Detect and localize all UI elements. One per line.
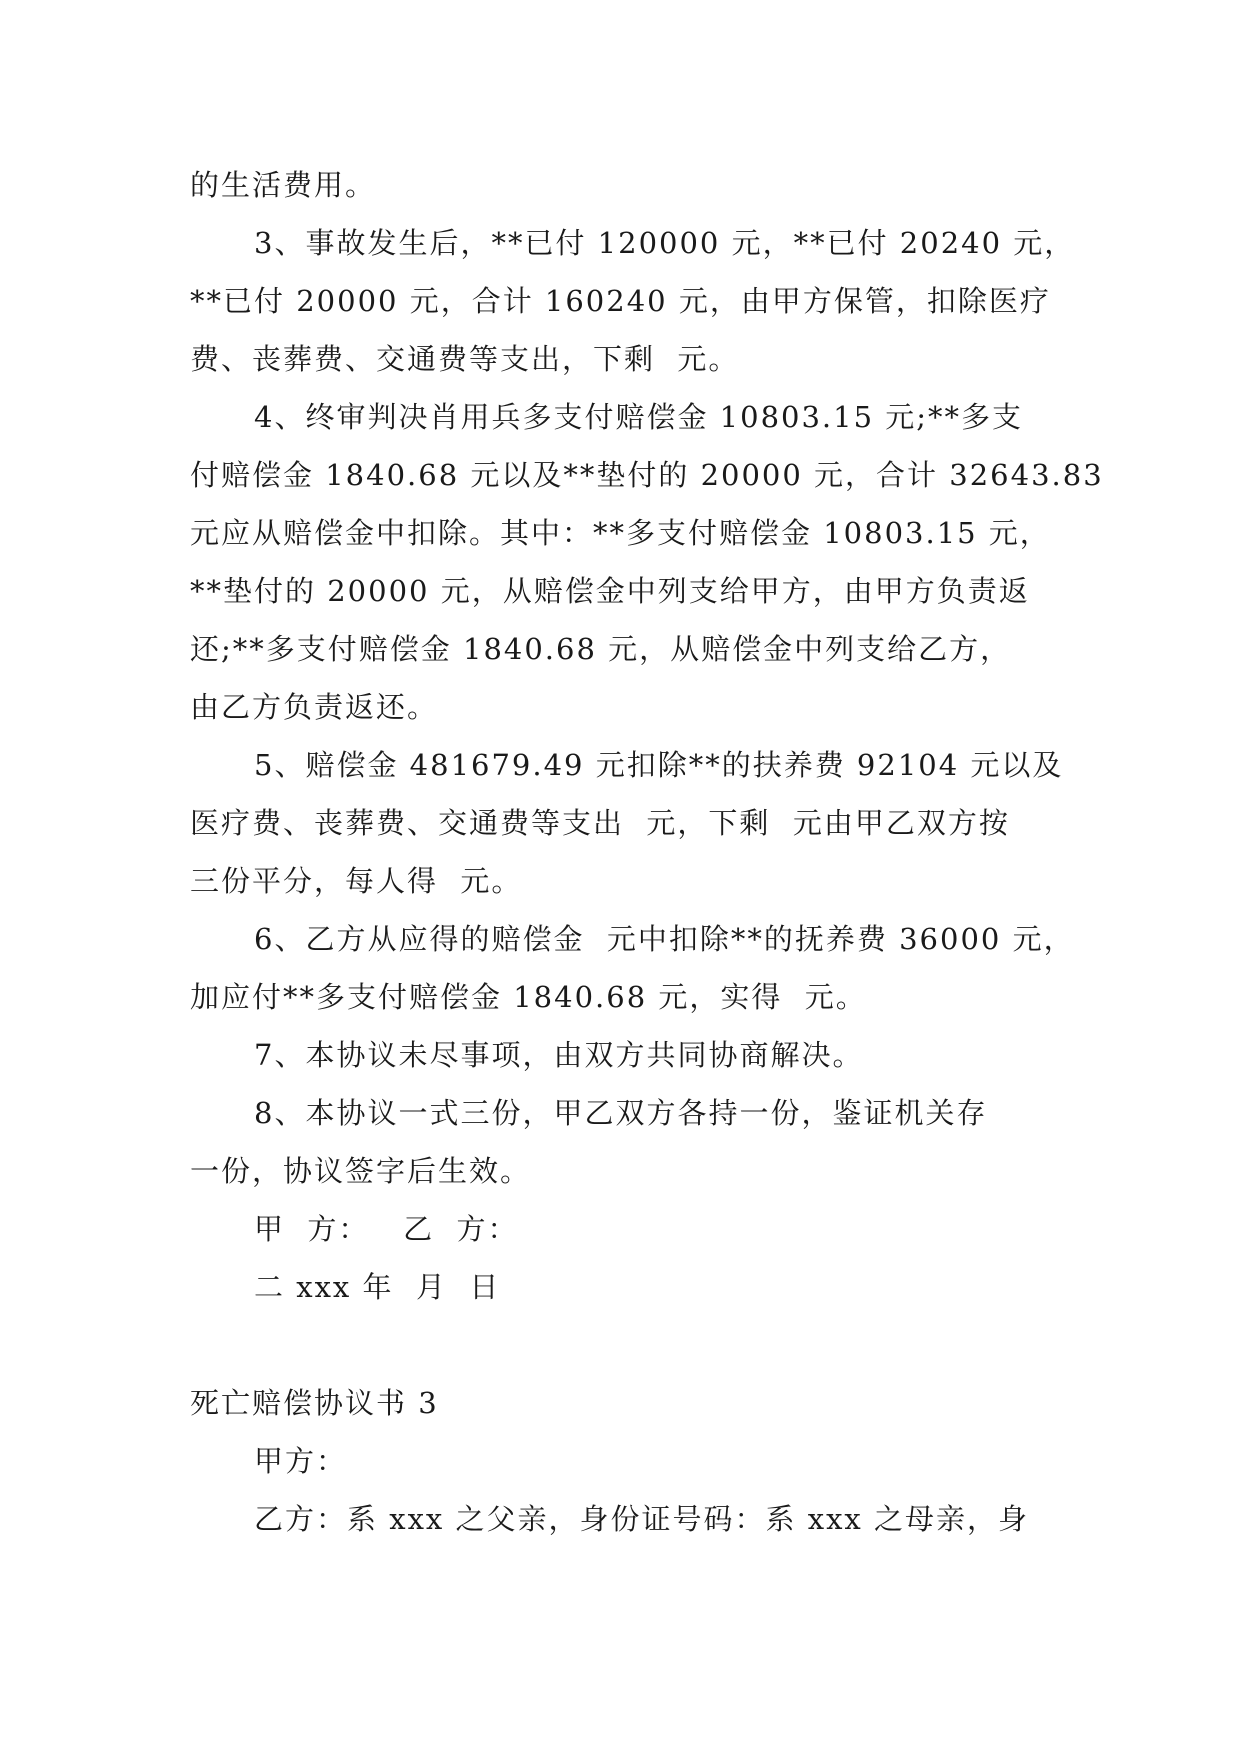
paragraph-line: 一份，协议签字后生效。: [190, 1154, 532, 1188]
section-title: 死亡赔偿协议书 3: [190, 1386, 439, 1420]
paragraph-line: 3、事故发生后，**已付 120000 元，**已付 20240 元，: [254, 226, 1076, 260]
paragraph-line: 医疗费、丧葬费、交通费等支出 元，下剩 元由甲乙双方按: [190, 806, 1010, 840]
paragraph-line: **已付 20000 元，合计 160240 元，由甲方保管，扣除医疗: [190, 284, 1051, 318]
party-a-line: 甲方：: [254, 1444, 348, 1478]
paragraph-line: 的生活费用。: [190, 168, 377, 202]
paragraph-line: 费、丧葬费、交通费等支出，下剩 元。: [190, 342, 740, 376]
paragraph-line: 加应付**多支付赔偿金 1840.68 元，实得 元。: [190, 980, 867, 1014]
paragraph-line: 由乙方负责返还。: [190, 690, 439, 724]
paragraph-line: 付赔偿金 1840.68 元以及**垫付的 20000 元，合计 32643.83: [190, 458, 1104, 492]
paragraph-line: 7、本协议未尽事项，由双方共同协商解决。: [254, 1038, 864, 1072]
signature-line: 甲 方： 乙 方：: [254, 1212, 519, 1246]
section-spacer: [190, 1316, 1050, 1374]
paragraph-line: 4、终审判决肖用兵多支付赔偿金 10803.15 元;**多支: [254, 400, 1024, 434]
paragraph-line: 5、赔偿金 481679.49 元扣除**的扶养费 92104 元以及: [254, 748, 1064, 782]
paragraph-line: 三份平分，每人得 元。: [190, 864, 523, 898]
paragraph-line: **垫付的 20000 元，从赔偿金中列支给甲方，由甲方负责返: [190, 574, 1030, 608]
paragraph-line: 6、乙方从应得的赔偿金 元中扣除**的抚养费 36000 元，: [254, 922, 1075, 956]
document-page: [190, 156, 1104, 1548]
paragraph-line: 8、本协议一式三份，甲乙双方各持一份，鉴证机关存: [254, 1096, 988, 1130]
date-line: 二 xxx 年 月 日: [254, 1270, 501, 1304]
paragraph-line: 元应从赔偿金中扣除。其中：**多支付赔偿金 10803.15 元，: [190, 516, 1051, 550]
party-b-line: 乙方：系 xxx 之父亲，身份证号码：系 xxx 之母亲，身: [254, 1502, 1030, 1536]
paragraph-line: 还;**多支付赔偿金 1840.68 元，从赔偿金中列支给乙方，: [190, 632, 1012, 666]
